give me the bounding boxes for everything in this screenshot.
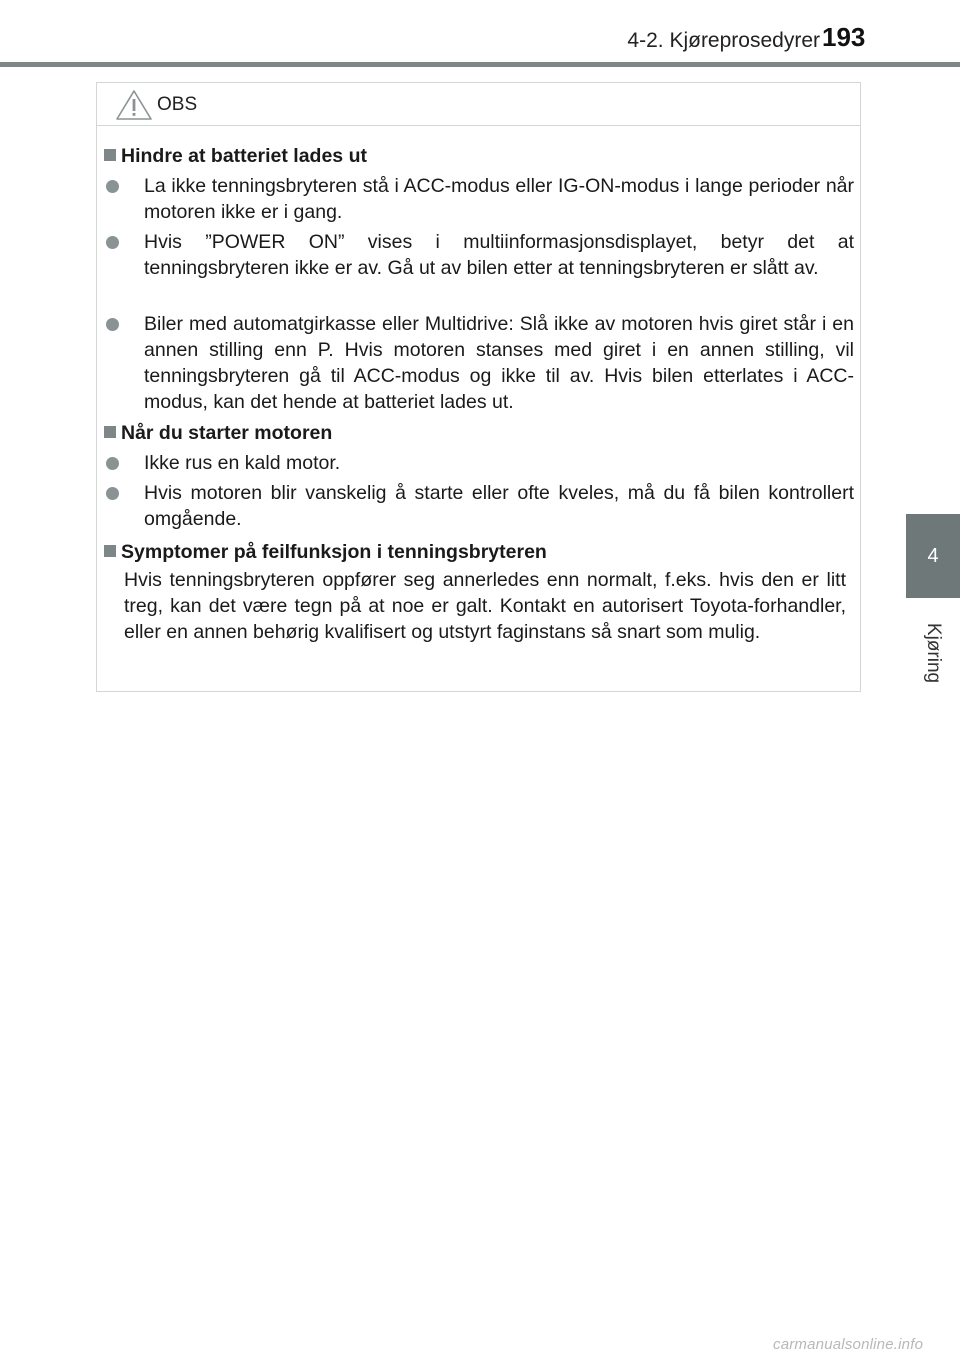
section-paragraph: Hvis tenningsbryteren oppfører seg annerledes enn normalt, f.eks. hvis den er litt treg, kan det være tegn på at noe er galt. Kontakt en autorisert Toyota-forhandler, eller en annen behørig kvalifisert og utstyrt faginstans så snart som mulig. — [124, 569, 846, 643]
square-bullet-icon — [104, 149, 116, 161]
watermark: carmanualsonline.info — [773, 1336, 924, 1353]
round-bullet-icon — [106, 457, 119, 470]
list-item: Hvis ”POWER ON” vises i multiinformasjonsdisplayet, betyr det at tenningsbryteren ikke er av. Gå ut av bilen etter at tenningsbryteren er slått av. — [106, 229, 854, 281]
round-bullet-icon — [106, 318, 119, 331]
list-item: La ikke tenningsbryteren stå i ACC-modus eller IG-ON-modus i lange perioder når motoren ikke er i gang. — [106, 173, 854, 225]
header-rule — [0, 62, 960, 67]
list-item: Ikke rus en kald motor. — [106, 450, 854, 476]
section-heading: Hindre at batteriet lades ut — [104, 143, 367, 169]
list-item: Hvis motoren blir vanskelig å starte eller ofte kveles, må du få bilen kontrollert omgående. — [106, 480, 854, 532]
notice-title: OBS — [157, 94, 198, 115]
section-heading: Når du starter motoren — [104, 420, 332, 446]
page-number: 193 — [822, 22, 866, 52]
square-bullet-icon — [104, 545, 116, 557]
section-heading: Symptomer på feilfunksjon i tenningsbryteren — [104, 539, 547, 565]
notice-box — [96, 82, 861, 692]
chapter-tab: 4 — [906, 514, 960, 598]
warning-triangle-icon — [115, 88, 153, 127]
notice-header — [97, 83, 860, 126]
round-bullet-icon — [106, 180, 119, 193]
round-bullet-icon — [106, 487, 119, 500]
list-item: Biler med automatgirkasse eller Multidrive: Slå ikke av motoren hvis giret står i en annen stilling enn P. Hvis motoren stanses med giret i en annen stilling, vil tenningsbryteren gå til ACC-modus og ikke til av. Hvis bilen etterlates i ACC-modus, kan det hende at batteriet lades ut. — [106, 311, 854, 415]
round-bullet-icon — [106, 236, 119, 249]
header-section-title: 4-2. Kjøreprosedyrer — [627, 29, 820, 52]
square-bullet-icon — [104, 426, 116, 438]
chapter-tab-label: Kjøring — [923, 622, 944, 684]
